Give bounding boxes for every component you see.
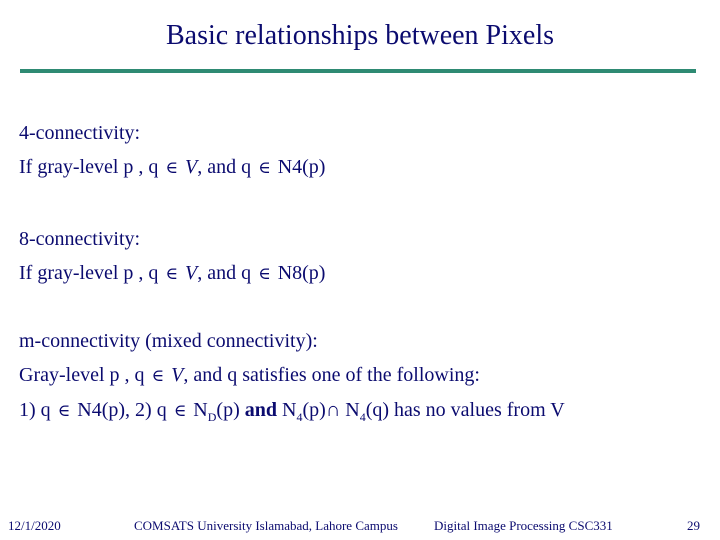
n4-second-label: N xyxy=(345,399,360,421)
set-v: V xyxy=(184,262,198,284)
footer-date: 12/1/2020 xyxy=(8,518,61,533)
footer-page-number: 29 xyxy=(687,518,700,533)
n4-first-subscript: 4 xyxy=(296,410,303,424)
and-word: and xyxy=(244,399,277,421)
set-v: V xyxy=(184,156,198,178)
condition-middle: , and q satisfies one of the following: xyxy=(183,364,480,386)
nd-subscript: D xyxy=(207,410,217,424)
condition-prefix: Gray-level p , q xyxy=(19,364,145,386)
section-condition xyxy=(19,256,325,291)
condition-tail: N8(p) xyxy=(277,262,326,284)
footer-course: Digital Image Processing CSC331 xyxy=(434,518,613,533)
condition-middle: , and q xyxy=(197,262,252,284)
section-heading: 8-connectivity: xyxy=(19,228,141,250)
element-of-symbol: ∈ xyxy=(165,264,178,284)
nd-tail: (p) xyxy=(216,399,240,421)
footer-institution: COMSATS University Islamabad, Lahore Campus xyxy=(134,518,398,533)
element-of-symbol: ∈ xyxy=(258,264,271,284)
condition-tail: N4(p) xyxy=(277,156,326,178)
element-of-symbol: ∈ xyxy=(151,366,165,386)
section-heading: m-connectivity (mixed connectivity): xyxy=(19,330,318,352)
n4-first-tail: (p) xyxy=(302,399,326,421)
element-of-symbol: ∈ xyxy=(165,158,178,178)
section-condition xyxy=(19,358,565,393)
n4-second-tail: (q) has no values from V xyxy=(365,399,565,421)
section-heading: 4-connectivity: xyxy=(19,122,141,144)
n4-first-label: N xyxy=(282,399,297,421)
nd-label: N xyxy=(193,399,208,421)
element-of-symbol: ∈ xyxy=(173,401,187,421)
rule-one-prefix: 1) q xyxy=(19,399,51,421)
intersection-symbol: ∩ xyxy=(325,399,341,421)
section-4-connectivity xyxy=(19,116,325,185)
condition-prefix: If gray-level p , q xyxy=(19,262,159,284)
slide-title: Basic relationships between Pixels xyxy=(165,20,555,51)
n4-second-subscript: 4 xyxy=(359,410,366,424)
section-rules xyxy=(19,393,565,434)
element-of-symbol: ∈ xyxy=(57,401,71,421)
condition-prefix: If gray-level p , q xyxy=(19,156,159,178)
section-m-connectivity xyxy=(19,324,565,434)
title-divider xyxy=(20,69,696,73)
element-of-symbol: ∈ xyxy=(258,158,271,178)
set-v: V xyxy=(171,364,184,386)
section-8-connectivity xyxy=(19,222,325,291)
condition-middle: , and q xyxy=(197,156,252,178)
section-condition xyxy=(19,150,325,185)
rule-one-tail: N4(p), 2) q xyxy=(77,399,167,421)
